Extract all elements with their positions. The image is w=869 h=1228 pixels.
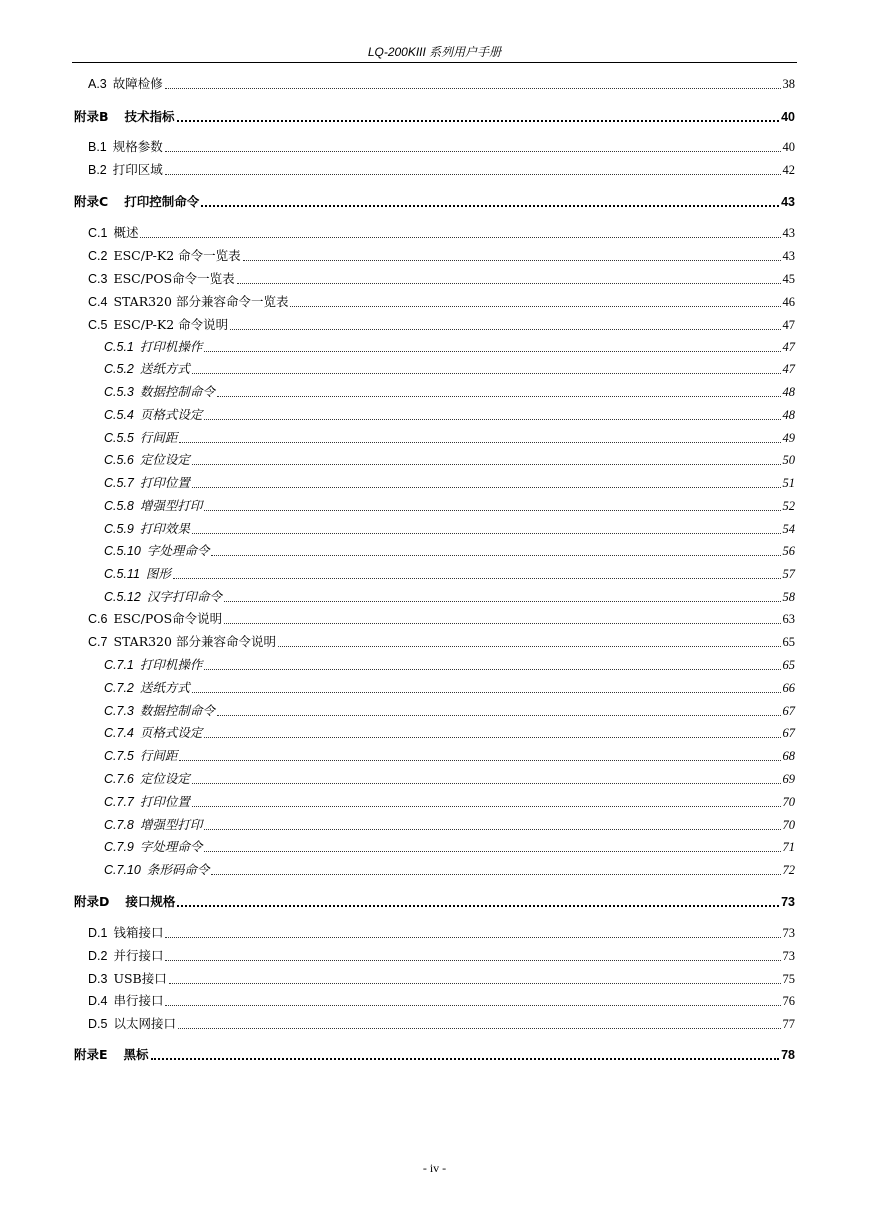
- toc-dot-leader: [165, 960, 780, 961]
- toc-entry-section[interactable]: [88, 991, 795, 1011]
- toc-entry-title: 以太网接口: [113, 1016, 176, 1031]
- toc-dot-leader: [165, 151, 781, 152]
- toc-entry-sub[interactable]: [104, 473, 795, 493]
- toc-entry-page: 67: [782, 726, 795, 740]
- toc-entry-page: 43: [781, 195, 795, 209]
- toc-entry-sub[interactable]: [104, 792, 795, 812]
- toc-entry-title: 打印位置: [139, 794, 190, 809]
- toc-entry-title: 并行接口: [113, 948, 164, 963]
- toc-entry-number: C.5.8: [104, 499, 134, 513]
- toc-entry-title: 黑标: [123, 1047, 149, 1062]
- toc-entry-sub[interactable]: [104, 723, 795, 743]
- toc-entry-page: 47: [782, 340, 795, 354]
- page-number: - iv -: [422, 1161, 447, 1175]
- toc-entry-page: 63: [782, 612, 795, 626]
- toc-entry-title: 增强型打印: [139, 498, 203, 513]
- toc-entry-page: 43: [782, 249, 795, 263]
- running-header: LQ-200KIII 系列用户手册: [367, 45, 502, 59]
- toc-entry-page: 46: [782, 295, 795, 309]
- toc-entry-title: USB接口: [113, 971, 167, 986]
- toc-dot-leader: [211, 874, 780, 875]
- toc-entry-title: 故障检修: [112, 76, 163, 91]
- toc-dot-leader: [278, 646, 781, 647]
- toc-entry-title: 打印机操作: [139, 339, 203, 354]
- toc-entry-number: C.5.4: [104, 408, 134, 422]
- toc-entry-title: 数据控制命令: [139, 384, 215, 399]
- toc-dot-leader: [217, 715, 781, 716]
- toc-entry-page: 75: [782, 972, 795, 986]
- toc-entry-title: STAR320 部分兼容命令一览表: [113, 294, 289, 309]
- toc-entry-number: C.7.9: [104, 840, 134, 854]
- toc-entry-page: 56: [782, 544, 795, 558]
- toc-entry-number: C.7.1: [104, 658, 134, 672]
- toc-entry-number: B.2: [88, 163, 107, 177]
- toc-entry-page: 38: [782, 77, 795, 91]
- toc-dot-leader: [204, 351, 780, 352]
- toc-entry-page: 71: [782, 840, 795, 854]
- toc-entry-number: C.5.12: [104, 590, 141, 604]
- toc-entry-appendix[interactable]: [74, 892, 795, 912]
- toc-entry-number: 附录B: [74, 109, 109, 124]
- toc-entry-section[interactable]: [88, 946, 795, 966]
- toc-entry-number: C.5.9: [104, 522, 134, 536]
- toc-dot-leader: [165, 937, 780, 938]
- toc-dot-leader: [230, 329, 780, 330]
- toc-entry-number: C.7.8: [104, 818, 134, 832]
- toc-entry-title: 打印位置: [139, 475, 190, 490]
- toc-entry-number: C.5: [88, 318, 108, 332]
- toc-entry-title: 打印控制命令: [124, 194, 200, 209]
- toc-entry-number: C.3: [88, 272, 108, 286]
- toc-entry-number: C.5.10: [104, 544, 141, 558]
- toc-entry-page: 47: [782, 362, 795, 376]
- toc-entry-section[interactable]: [88, 160, 795, 180]
- toc-entry-sub[interactable]: [104, 678, 795, 698]
- toc-entry-number: C.5.7: [104, 476, 134, 490]
- toc-entry-page: 40: [781, 110, 795, 124]
- toc-entry-page: 65: [782, 658, 795, 672]
- toc-entry-sub[interactable]: [104, 837, 795, 857]
- toc-entry-appendix[interactable]: [74, 1045, 795, 1065]
- toc-entry-number: C.5.6: [104, 453, 134, 467]
- toc-entry-title: 条形码命令: [146, 862, 210, 877]
- toc-entry-page: 78: [781, 1048, 795, 1062]
- toc-entry-title: ESC/P-K2 命令说明: [113, 317, 229, 332]
- toc-entry-number: D.2: [88, 949, 108, 963]
- toc-dot-leader: [169, 983, 781, 984]
- toc-entry-page: 66: [782, 681, 795, 695]
- toc-entry-page: 40: [782, 140, 795, 154]
- toc-entry-sub[interactable]: [104, 701, 795, 721]
- toc-entry-number: A.3: [88, 77, 107, 91]
- toc-dot-leader: [177, 120, 780, 122]
- toc-entry-sub[interactable]: [104, 382, 795, 402]
- toc-entry-title: 图形: [145, 566, 171, 581]
- toc-entry-title: 页格式设定: [139, 407, 203, 422]
- toc-entry-section[interactable]: [88, 246, 795, 266]
- toc-entry-number: C.5.5: [104, 431, 134, 445]
- toc-dot-leader: [140, 237, 780, 238]
- toc-entry-page: 45: [782, 272, 795, 286]
- toc-entry-section[interactable]: [88, 74, 795, 94]
- toc-entry-sub[interactable]: [104, 337, 795, 357]
- toc-dot-leader: [173, 578, 781, 579]
- toc-entry-number: D.4: [88, 994, 108, 1008]
- toc-entry-number: C.4: [88, 295, 108, 309]
- toc-entry-page: 57: [782, 567, 795, 581]
- toc-entry-section[interactable]: [88, 223, 795, 243]
- toc-entry-page: 73: [782, 926, 795, 940]
- toc-entry-title: ESC/P-K2 命令一览表: [113, 248, 241, 263]
- toc-dot-leader: [204, 419, 780, 420]
- toc-dot-leader: [201, 205, 779, 207]
- toc-entry-title: 定位设定: [139, 771, 190, 786]
- toc-entry-title: 钱箱接口: [113, 925, 164, 940]
- toc-entry-page: 76: [782, 994, 795, 1008]
- toc-entry-page: 68: [782, 749, 795, 763]
- toc-entry-page: 58: [782, 590, 795, 604]
- toc-entry-number: C.7.6: [104, 772, 134, 786]
- toc-dot-leader: [204, 669, 780, 670]
- toc-entry-page: 73: [781, 895, 795, 909]
- toc-entry-page: 43: [782, 226, 795, 240]
- toc-entry-page: 72: [782, 863, 795, 877]
- toc-entry-number: D.5: [88, 1017, 108, 1031]
- toc-entry-title: 定位设定: [139, 452, 190, 467]
- toc-entry-page: 70: [782, 818, 795, 832]
- toc-dot-leader: [165, 1005, 780, 1006]
- toc-entry-number: C.7.4: [104, 726, 134, 740]
- toc-entry-title: 打印效果: [139, 521, 190, 536]
- toc-entry-page: 77: [782, 1017, 795, 1031]
- toc-dot-leader: [204, 851, 780, 852]
- toc-entry-number: C.2: [88, 249, 108, 263]
- toc-entry-page: 50: [782, 453, 795, 467]
- toc-entry-number: C.5.3: [104, 385, 134, 399]
- toc-entry-appendix[interactable]: [74, 192, 795, 212]
- toc-entry-section[interactable]: [88, 923, 795, 943]
- toc-entry-number: C.7.2: [104, 681, 134, 695]
- toc-dot-leader: [151, 1058, 780, 1060]
- toc-dot-leader: [192, 464, 781, 465]
- toc-dot-leader: [192, 533, 781, 534]
- toc-entry-number: C.7.5: [104, 749, 134, 763]
- toc-dot-leader: [178, 1028, 781, 1029]
- toc-entry-title: 概述: [113, 225, 139, 240]
- toc-entry-section[interactable]: [88, 269, 795, 289]
- toc-entry-number: D.1: [88, 926, 108, 940]
- toc-entry-title: 字处理命令: [146, 543, 210, 558]
- toc-entry-title: 送纸方式: [139, 361, 190, 376]
- toc-entry-title: 打印机操作: [139, 657, 203, 672]
- toc-entry-sub[interactable]: [104, 496, 795, 516]
- toc-entry-sub[interactable]: [104, 564, 795, 584]
- toc-entry-number: C.1: [88, 226, 108, 240]
- toc-entry-number: C.5.2: [104, 362, 134, 376]
- toc-dot-leader: [243, 260, 781, 261]
- toc-entry-page: 67: [782, 704, 795, 718]
- toc-entry-number: 附录E: [74, 1047, 108, 1062]
- toc-entry-sub[interactable]: [104, 428, 795, 448]
- toc-entry-number: D.3: [88, 972, 108, 986]
- toc-entry-page: 42: [782, 163, 795, 177]
- toc-entry-title: 技术指标: [124, 109, 175, 124]
- toc-entry-page: 73: [782, 949, 795, 963]
- toc-entry-number: 附录D: [74, 894, 110, 909]
- toc-entry-page: 48: [782, 408, 795, 422]
- toc-entry-title: 行间距: [139, 748, 178, 763]
- toc-entry-title: ESC/POS命令说明: [113, 611, 223, 626]
- toc-entry-page: 65: [782, 635, 795, 649]
- toc-dot-leader: [204, 737, 780, 738]
- toc-entry-title: 字处理命令: [139, 839, 203, 854]
- toc-dot-leader: [204, 829, 780, 830]
- toc-entry-sub[interactable]: [104, 587, 795, 607]
- toc-dot-leader: [179, 442, 780, 443]
- toc-entry-page: 51: [782, 476, 795, 490]
- toc-entry-title: 规格参数: [112, 139, 163, 154]
- toc-dot-leader: [192, 692, 781, 693]
- toc-entry-section[interactable]: [88, 632, 795, 652]
- toc-entry-sub[interactable]: [104, 746, 795, 766]
- toc-dot-leader: [211, 555, 780, 556]
- toc-entry-number: 附录C: [74, 194, 109, 209]
- toc-entry-number: C.7.7: [104, 795, 134, 809]
- toc-entry-page: 49: [782, 431, 795, 445]
- toc-dot-leader: [192, 487, 781, 488]
- toc-entry-title: 串行接口: [113, 993, 164, 1008]
- toc-dot-leader: [224, 601, 781, 602]
- toc-entry-title: 页格式设定: [139, 725, 203, 740]
- toc-entry-sub[interactable]: [104, 860, 795, 880]
- toc-dot-leader: [177, 905, 779, 907]
- toc-dot-leader: [192, 783, 781, 784]
- toc-entry-number: C.7.10: [104, 863, 141, 877]
- toc-entry-page: 69: [782, 772, 795, 786]
- toc-entry-sub[interactable]: [104, 769, 795, 789]
- toc-entry-sub[interactable]: [104, 655, 795, 675]
- toc-entry-number: C.5.1: [104, 340, 134, 354]
- toc-entry-title: 送纸方式: [139, 680, 190, 695]
- toc-entry-sub[interactable]: [104, 541, 795, 561]
- toc-entry-title: 行间距: [139, 430, 178, 445]
- toc-entry-section[interactable]: [88, 137, 795, 157]
- toc-entry-title: 打印区域: [112, 162, 163, 177]
- toc-dot-leader: [217, 396, 781, 397]
- toc-entry-sub[interactable]: [104, 359, 795, 379]
- toc-entry-section[interactable]: [88, 292, 795, 312]
- toc-entry-number: C.7.3: [104, 704, 134, 718]
- toc-entry-section[interactable]: [88, 315, 795, 335]
- toc-entry-title: 接口规格: [125, 894, 176, 909]
- toc-dot-leader: [237, 283, 781, 284]
- toc-dot-leader: [224, 623, 780, 624]
- toc-entry-sub[interactable]: [104, 405, 795, 425]
- toc-entry-page: 70: [782, 795, 795, 809]
- toc-dot-leader: [204, 510, 780, 511]
- toc-entry-number: B.1: [88, 140, 107, 154]
- toc-entry-appendix[interactable]: [74, 107, 795, 127]
- toc-dot-leader: [192, 806, 781, 807]
- toc-entry-title: 增强型打印: [139, 817, 203, 832]
- toc-entry-number: C.6: [88, 612, 108, 626]
- toc-entry-number: C.5.11: [104, 567, 140, 581]
- toc-entry-page: 47: [782, 318, 795, 332]
- toc-entry-section[interactable]: [88, 1014, 795, 1034]
- toc-dot-leader: [290, 306, 780, 307]
- toc-entry-sub[interactable]: [104, 450, 795, 470]
- toc-entry-page: 54: [782, 522, 795, 536]
- toc-dot-leader: [165, 174, 781, 175]
- toc-entry-title: ESC/POS命令一览表: [113, 271, 235, 286]
- toc-entry-number: C.7: [88, 635, 108, 649]
- toc-entry-title: 汉字打印命令: [146, 589, 222, 604]
- toc-entry-page: 48: [782, 385, 795, 399]
- toc-entry-section[interactable]: [88, 609, 795, 629]
- toc-entry-title: 数据控制命令: [139, 703, 215, 718]
- toc-entry-page: 52: [782, 499, 795, 513]
- toc-entry-title: STAR320 部分兼容命令说明: [113, 634, 276, 649]
- toc-entry-sub[interactable]: [104, 815, 795, 835]
- toc-entry-sub[interactable]: [104, 519, 795, 539]
- toc-dot-leader: [165, 88, 781, 89]
- toc-entry-section[interactable]: [88, 969, 795, 989]
- toc-dot-leader: [179, 760, 780, 761]
- toc-dot-leader: [192, 373, 781, 374]
